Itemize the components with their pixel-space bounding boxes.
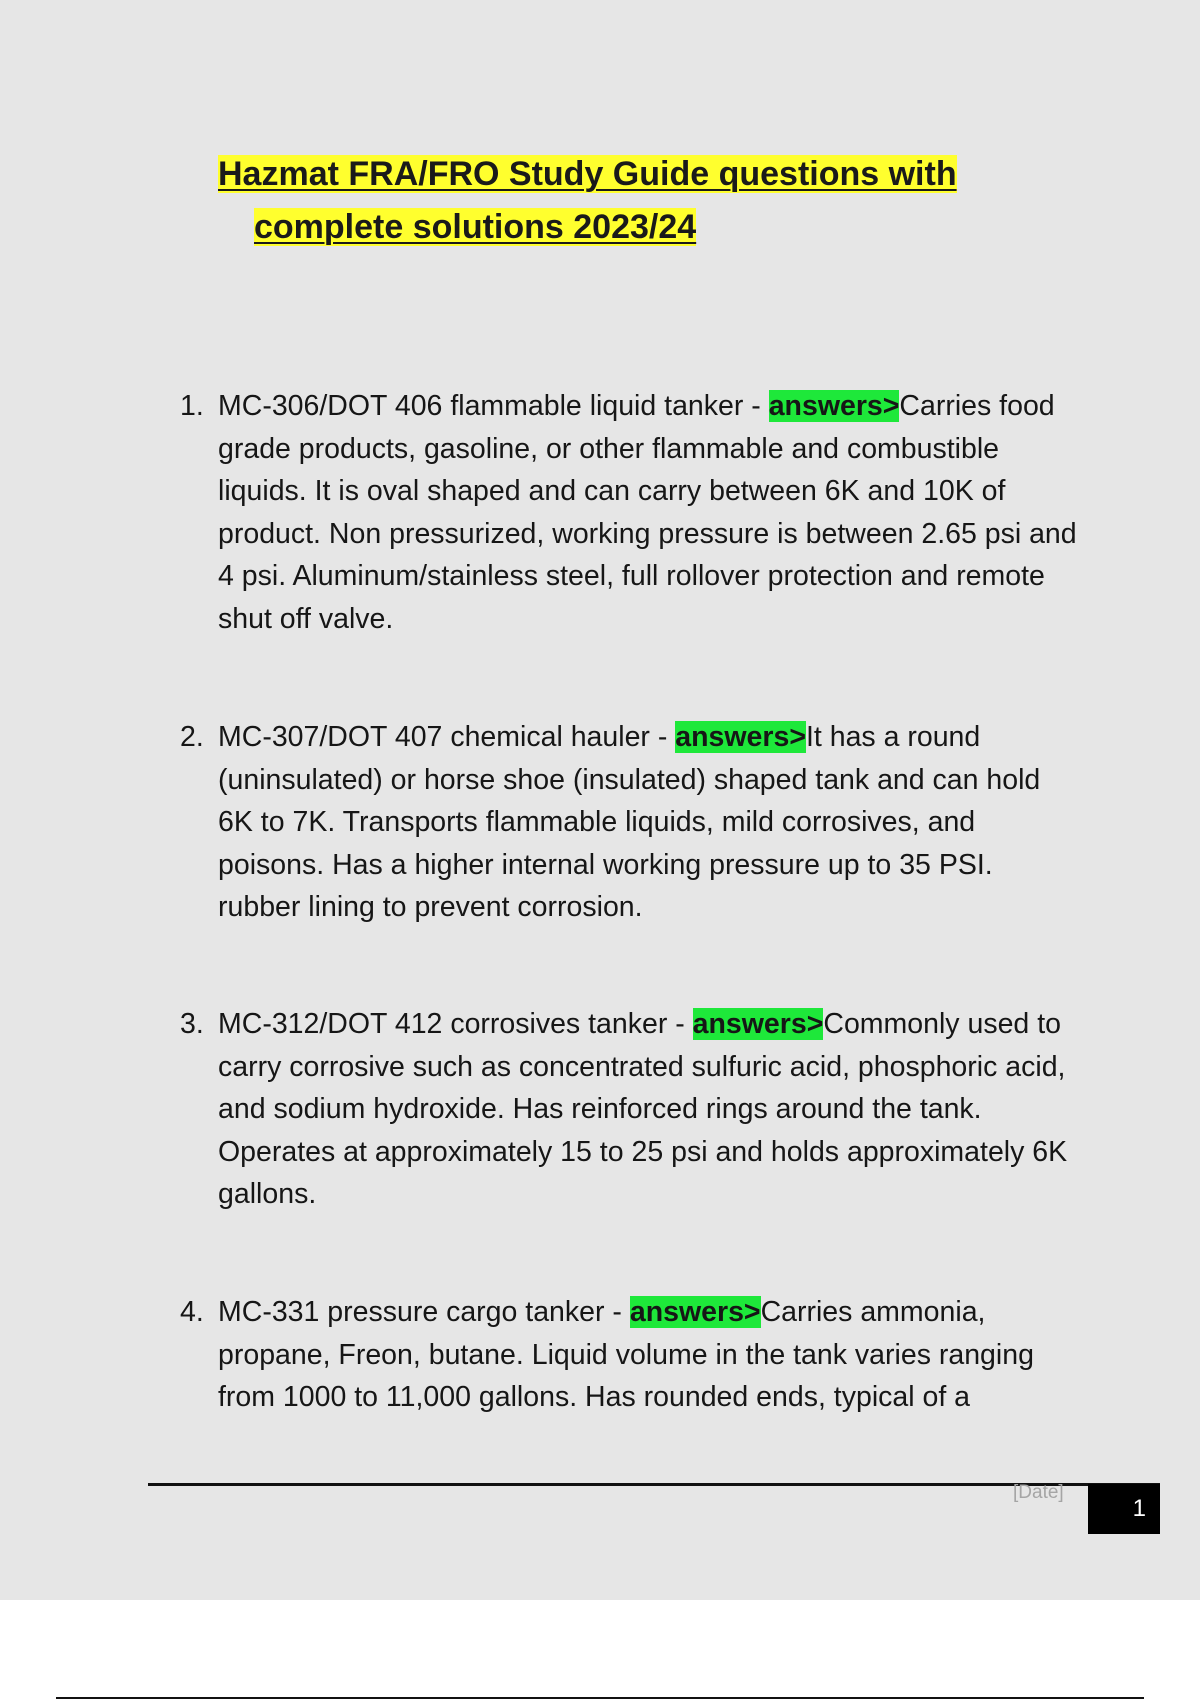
page-number-box: [1088, 1484, 1160, 1534]
next-page-header-rule: [56, 1697, 1144, 1699]
page-number: 1: [1132, 1495, 1146, 1522]
item-number: 1.: [180, 390, 204, 422]
footer-divider: [148, 1483, 1160, 1486]
item-question: MC-331 pressure cargo tanker -: [218, 1296, 630, 1328]
item-number: 3.: [180, 1008, 204, 1040]
item-answer: Commonly used to carry corrosive such as concentrated sulfuric acid, phosphoric acid, and sodium hydroxide. Has reinforced rings around the tank. Operates at approximately 15 to 25 psi and holds approximately 6K gallons.: [218, 1008, 1068, 1210]
item-question: MC-306/DOT 406 flammable liquid tanker -: [218, 390, 769, 422]
item-text: [218, 716, 1080, 929]
item-text: [218, 1003, 1080, 1216]
title-line-1: Hazmat FRA/FRO Study Guide questions with: [218, 155, 957, 193]
item-answer: It has a round (uninsulated) or horse shoe (insulated) shaped tank and can hold 6K to 7K. Transports flammable liquids, mild corrosives, and poisons. Has a higher internal working pressure up to 35 PSI. rubber lining to prevent corrosion.: [218, 721, 1041, 923]
footer-date: [Date]: [1013, 1482, 1064, 1503]
list-item: [180, 1003, 1080, 1216]
answer-tag: answers>: [692, 1008, 824, 1040]
answer-tag: answers>: [629, 1296, 761, 1328]
item-number: 2.: [180, 721, 204, 753]
item-question: MC-312/DOT 412 corrosives tanker -: [218, 1008, 693, 1040]
title-line-2: complete solutions 2023/24: [254, 208, 697, 246]
list-item: [180, 385, 1080, 640]
list-item: [180, 1291, 1080, 1419]
item-answer: Carries food grade products, gasoline, or other flammable and combustible liquids. It is oval shaped and can carry between 6K and 10K of product. Non pressurized, working pressure is between 2.65 psi and 4 psi. Aluminum/stainless steel, full rollover protection and remote shut off valve.: [218, 390, 1077, 635]
item-text: [218, 1291, 1080, 1419]
answer-tag: answers>: [675, 721, 806, 753]
answer-tag: answers>: [768, 390, 900, 422]
item-answer: Carries ammonia, propane, Freon, butane. Liquid volume in the tank varies ranging from 1000 to 11,000 gallons. Has rounded ends, typical of a: [218, 1296, 1034, 1413]
list-item: [180, 716, 1080, 929]
item-text: [218, 385, 1080, 640]
item-number: 4.: [180, 1296, 204, 1328]
item-question: MC-307/DOT 407 chemical hauler -: [218, 721, 676, 753]
